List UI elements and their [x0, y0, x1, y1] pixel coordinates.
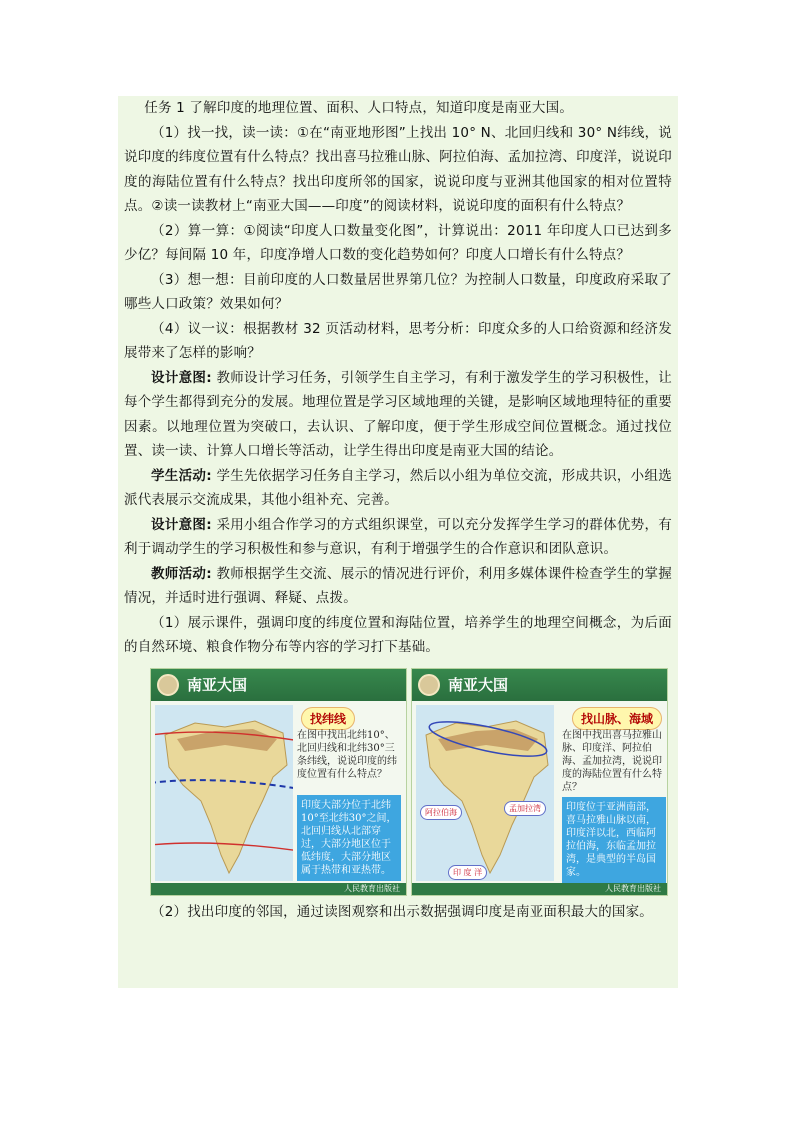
paragraph-text: （4）议一议：根据教材 32 页活动材料，思考分析：印度众多的人口给资源和经济发展带来了怎样的影响？ [124, 320, 672, 361]
document-page [118, 96, 678, 988]
paragraph-text: 采用小组合作学习的方式组织课堂，可以充分发挥学生学习的群体优势，有利于调动学生的学习积极性和参与意识，有利于增强学生的合作意识和团队意识。 [124, 516, 673, 557]
paragraph-text: （1）展示课件，强调印度的纬度位置和海陆位置，培养学生的地理空间概念，为后面的自然环境、粮食作物分布等内容的学习打下基础。 [124, 614, 672, 655]
panel-header [412, 669, 667, 701]
paragraph-list [124, 96, 672, 660]
paragraph [124, 366, 672, 464]
paragraph-text: 教师设计学习任务，引领学生自主学习，有利于激发学生的学习积极性，让每个学生都得到充分的发展。地理位置是学习区域地理的关键，是影响区域地理特征的重要因素。以地理位置为突破口，去认识、了解印度，便于学生形成空间位置概念。通过找位置、读一读、计算人口增长等活动，让学生得出印度是南亚大国的结论。 [124, 369, 673, 459]
paragraph [124, 464, 672, 513]
paragraph-text: （1）找一找，读一读：①在“南亚地形图”上找出 10° N、北回归线和 30° N纬线，说说印度的纬度位置有什么特点？找出喜马拉雅山脉、阿拉伯海、孟加拉湾、印度洋，说说印度的海陆位置有什么特点？找出印度所邻的国家，说说印度与亚洲其他国家的相对位置特点。②读一读教材上“南亚大国——印度”的阅读材料，说说印度的面积有什么特点？ [124, 124, 672, 214]
panel-header [151, 669, 406, 701]
paragraph [124, 317, 672, 366]
paragraph [124, 219, 672, 268]
slide-panel-seas [411, 668, 668, 896]
paragraph-label: 学生活动: [151, 467, 212, 484]
india-map-seas [416, 705, 554, 881]
paragraph [124, 562, 672, 611]
paragraph-text: （2）找出印度的邻国，通过读图观察和出示数据强调印度是南亚面积最大的国家。 [151, 903, 653, 920]
panel-answer: 印度大部分位于北纬10°至北纬30°之间，北回归线从北部穿过，大部分地区位于低纬度，大部分地区属于热带和亚热带。 [297, 795, 401, 881]
india-map-latitude [155, 705, 293, 881]
panel-tag: 找山脉、海域 [572, 707, 662, 730]
paragraph [124, 96, 672, 121]
paragraph [124, 513, 672, 562]
paragraph-text: 任务 1 了解印度的地理位置、面积、人口特点，知道印度是南亚大国。 [144, 100, 574, 116]
panel-footer: 人民教育出版社 [151, 883, 406, 895]
panel-answer: 印度位于亚洲南部，喜马拉雅山脉以南，印度洋以北，西临阿拉伯海，东临孟加拉湾，是典型的半岛国家。 [562, 797, 666, 883]
panel-title: 南亚大国 [448, 676, 509, 694]
panel-question: 在图中找出喜马拉雅山脉、印度洋、阿拉伯海、孟加拉湾，说说印度的海陆位置有什么特点？ [562, 729, 662, 793]
paragraph [124, 121, 672, 219]
emblem-icon [418, 674, 440, 696]
panel-footer: 人民教育出版社 [412, 883, 667, 895]
paragraph-label: 教师活动: [151, 565, 212, 582]
paragraph-text: （3）想一想：目前印度的人口数量居世界第几位？为控制人口数量，印度政府采取了哪些人口政策？效果如何？ [124, 271, 672, 312]
emblem-icon [157, 674, 179, 696]
paragraph-text: 学生先依据学习任务自主学习，然后以小组为单位交流，形成共识，小组选派代表展示交流成果，其他小组补充、完善。 [124, 467, 673, 508]
paragraph-last [124, 900, 672, 925]
slide-images [150, 668, 668, 894]
paragraph [124, 611, 672, 660]
slide-panel-latitude [150, 668, 407, 896]
sea-label-arabian: 阿拉伯海 [420, 805, 462, 820]
sea-label-bengal: 孟加拉湾 [504, 801, 546, 816]
paragraph [124, 268, 672, 317]
paragraph-label: 设计意图: [151, 516, 212, 533]
panel-question: 在图中找出北纬10°、北回归线和北纬30°三条纬线，说说印度的纬度位置有什么特点？ [297, 729, 397, 780]
paragraph-label: 设计意图: [151, 369, 212, 386]
panel-title: 南亚大国 [187, 676, 248, 694]
paragraph-text: （2）算一算：①阅读“印度人口数量变化图”，计算说出：2011 年印度人口已达到多少亿？每间隔 10 年，印度净增人口数的变化趋势如何？印度人口增长有什么特点？ [124, 222, 672, 263]
sea-label-indian-ocean: 印 度 洋 [448, 865, 487, 880]
panel-tag: 找纬线 [301, 707, 355, 730]
paragraph-text: 教师根据学生交流、展示的情况进行评价，利用多媒体课件检查学生的掌握情况，并适时进行强调、释疑、点拨。 [124, 565, 673, 606]
